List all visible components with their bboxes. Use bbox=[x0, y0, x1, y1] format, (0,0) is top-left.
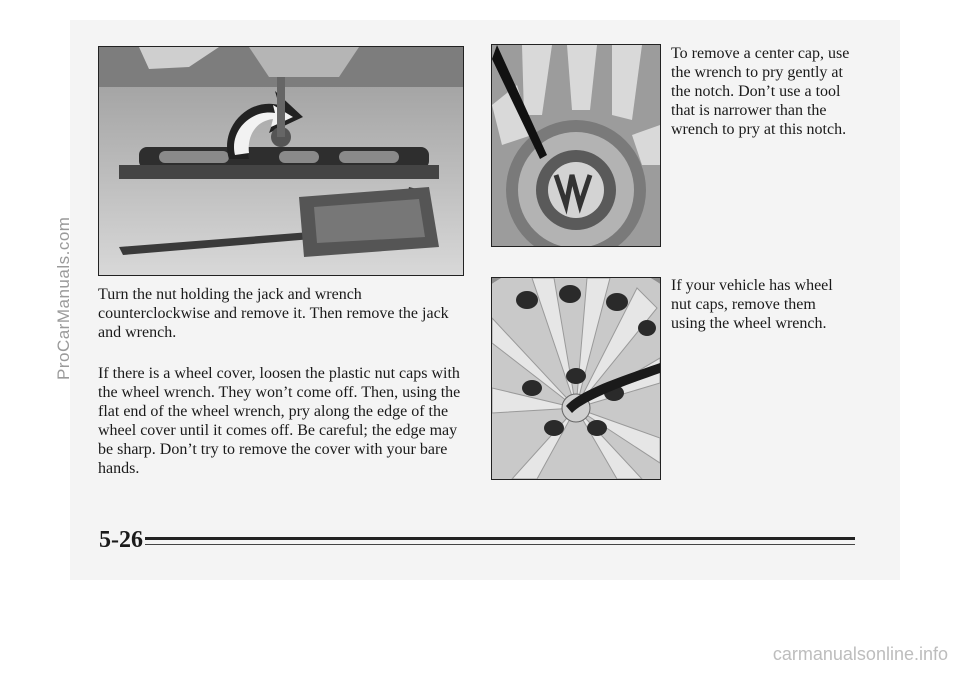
footer-rule-thin bbox=[145, 544, 855, 545]
side-watermark: ProCarManuals.com bbox=[54, 216, 73, 380]
center-cap-photo bbox=[491, 44, 661, 247]
center-cap-paragraph: To remove a center cap, use the wrench to pry gently at the notch. Don’t use a tool that is narrower than the wrench to pry at this notch. bbox=[671, 45, 850, 138]
page-number: 5-26 bbox=[99, 527, 143, 553]
jack-removal-paragraph: Turn the nut holding the jack and wrench counterclockwise and remove it. Then remove the jack and wrench. bbox=[98, 286, 449, 341]
nut-caps-paragraph: If your vehicle has wheel nut caps, remove them using the wheel wrench. bbox=[671, 277, 833, 332]
bottom-watermark: carmanualsonline.info bbox=[772, 644, 948, 664]
footer-rule-heavy bbox=[145, 537, 855, 540]
jack-and-wrench-photo bbox=[98, 46, 464, 276]
wheel-cover-paragraph: If there is a wheel cover, loosen the plastic nut caps with the wheel wrench. They won’t come off. Then, using the flat end of the wheel wrench, pry along the edge of the wheel cover until it comes off. Be careful; the edge may be sharp. Don’t try to remove the cover with your bare hands. bbox=[98, 365, 461, 477]
wheel-nut-caps-photo bbox=[491, 277, 661, 480]
